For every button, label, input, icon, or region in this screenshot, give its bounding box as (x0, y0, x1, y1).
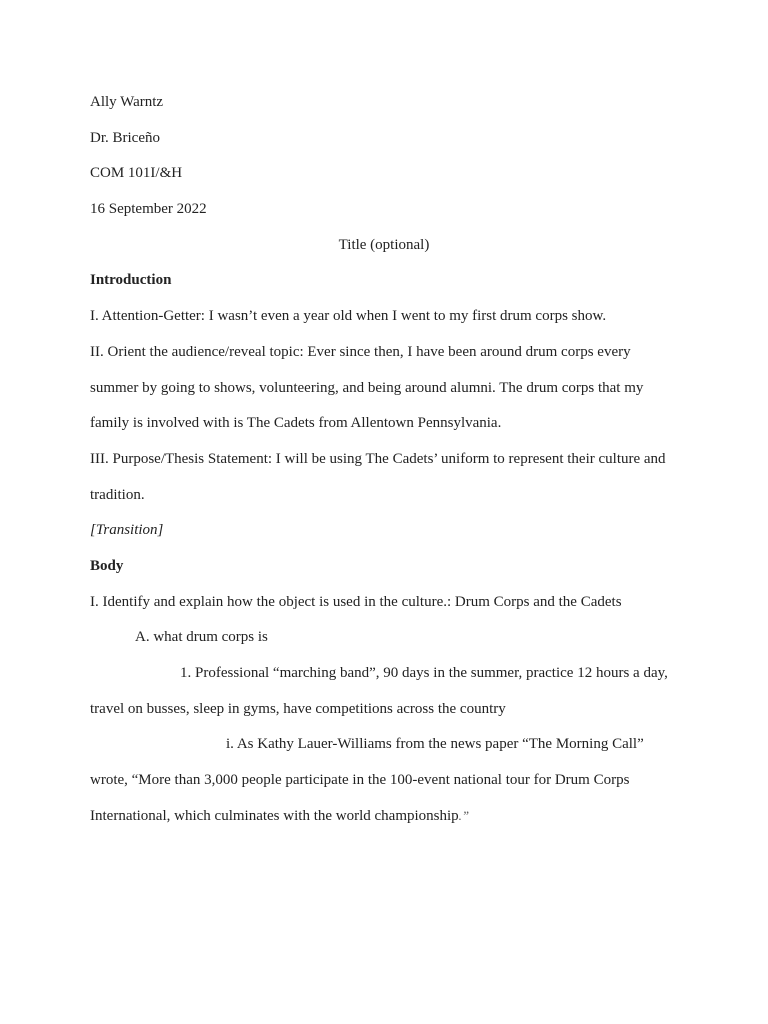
thesis-line-2: tradition. (90, 486, 145, 503)
sub-point-i-line-3 (90, 805, 680, 841)
instructor-name: Dr. Briceño (90, 129, 160, 146)
document-date: 16 September 2022 (90, 201, 207, 218)
thesis-line-1: III. Purpose/Thesis Statement: I will be using The Cadets’ uniform to represent their culture and (90, 450, 666, 467)
orient-line-3: family is involved with is The Cadets from Allentown Pennsylvania. (90, 415, 502, 432)
transition-label: [Transition] (90, 522, 164, 539)
sub-point-a: A. what drum corps is (135, 629, 268, 646)
sub-point-i-line-2: wrote, “More than 3,000 people participate in the 100-event national tour for Drum Corps (90, 772, 630, 789)
orient-line-2: summer by going to shows, volunteering, and being around alumni. The drum corps that my (90, 379, 644, 396)
document-body (90, 91, 680, 840)
document-title: Title (optional) (338, 236, 430, 253)
main-point-1: I. Identify and explain how the object is used in the culture.: Drum Corps and the Cadets (90, 593, 622, 610)
introduction-heading: Introduction (90, 272, 172, 289)
course-code: COM 101I/&H (90, 165, 183, 182)
body-heading: Body (90, 557, 124, 574)
sub-point-1-line-2: travel on busses, sleep in gyms, have competitions across the country (90, 700, 506, 717)
sub-point-1-line-1: 1. Professional “marching band”, 90 days in the summer, practice 12 hours a day, (180, 665, 668, 681)
sub-point-i-line-1: i. As Kathy Lauer-Williams from the news paper “The Morning Call” (226, 736, 644, 753)
quote-text: International, which culminates with the world championship (90, 807, 459, 824)
author-name: Ally Warntz (90, 94, 164, 110)
closing-quote-mark: .” (458, 807, 470, 823)
attention-getter: I. Attention-Getter: I wasn’t even a year old when I went to my first drum corps show. (90, 308, 607, 325)
orient-line-1: II. Orient the audience/reveal topic: Ever since then, I have been around drum corps every (90, 343, 631, 360)
